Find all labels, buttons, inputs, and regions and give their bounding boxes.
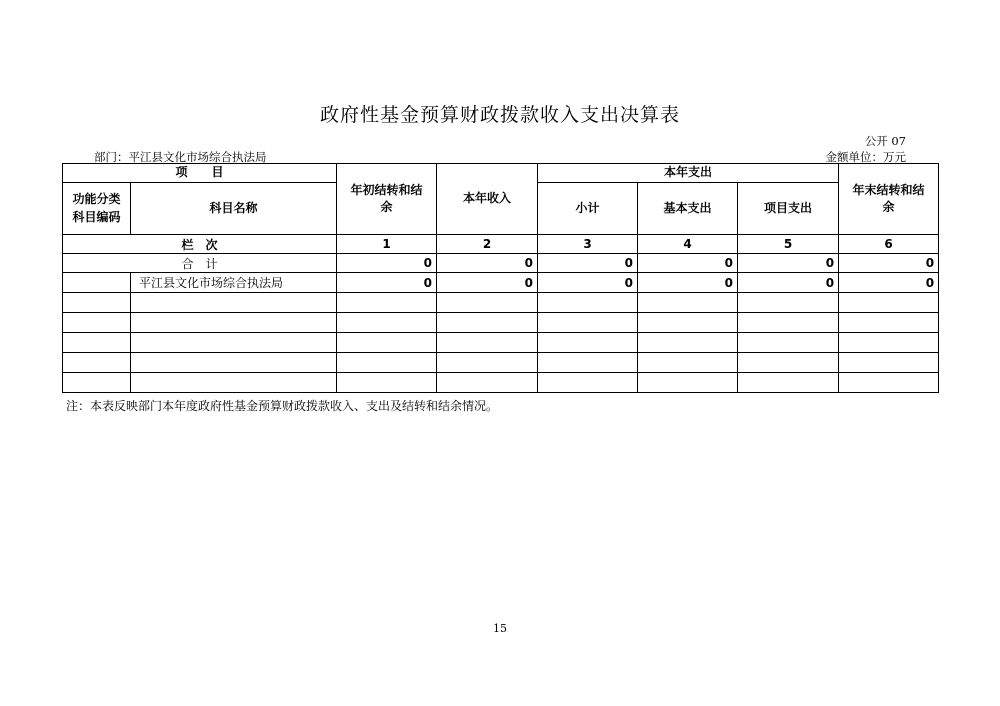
header-func-code: 功能分类科目编码 <box>63 183 131 235</box>
total-value: 0 <box>437 254 538 273</box>
value-cell: 0 <box>738 273 839 293</box>
function-code-cell <box>63 273 131 293</box>
column-number: 2 <box>437 235 538 254</box>
total-value: 0 <box>638 254 738 273</box>
empty-row <box>63 353 939 373</box>
total-row <box>63 254 939 273</box>
value-cell: 0 <box>638 273 738 293</box>
empty-row <box>63 293 939 313</box>
subject-name-cell: 平江县文化市场综合执法局 <box>131 273 337 293</box>
column-number: 1 <box>337 235 437 254</box>
header-end-balance: 年末结转和结余 <box>839 164 939 235</box>
column-number-label: 栏 次 <box>63 235 337 254</box>
column-number: 6 <box>839 235 939 254</box>
budget-table <box>62 163 939 393</box>
header-income: 本年收入 <box>437 164 538 235</box>
table-code: 公开 07 <box>864 134 906 148</box>
page-title: 政府性基金预算财政拨款收入支出决算表 <box>319 104 680 126</box>
total-value: 0 <box>839 254 939 273</box>
total-label: 合 计 <box>63 254 337 273</box>
total-value: 0 <box>337 254 437 273</box>
header-project-expenditure: 项目支出 <box>738 183 839 235</box>
header-subject-name: 科目名称 <box>131 183 337 235</box>
value-cell: 0 <box>839 273 939 293</box>
column-number: 5 <box>738 235 839 254</box>
empty-row <box>63 333 939 353</box>
table-row <box>63 273 939 293</box>
column-number: 4 <box>638 235 738 254</box>
empty-row <box>63 373 939 393</box>
column-number-row <box>63 235 939 254</box>
total-value: 0 <box>738 254 839 273</box>
department-label: 部门：平江县文化市场综合执法局 <box>94 150 267 164</box>
table-note: 注：本表反映部门本年度政府性基金预算财政拨款收入、支出及结转和结余情况。 <box>66 399 499 413</box>
amount-unit-label: 金额单位：万元 <box>825 150 906 164</box>
header-begin-balance: 年初结转和结余 <box>337 164 437 235</box>
empty-row <box>63 313 939 333</box>
value-cell: 0 <box>538 273 638 293</box>
header-expenditure: 本年支出 <box>538 164 839 183</box>
header-item: 项 目 <box>63 164 337 183</box>
header-basic-expenditure: 基本支出 <box>638 183 738 235</box>
page-number: 15 <box>493 622 507 635</box>
total-value: 0 <box>538 254 638 273</box>
value-cell: 0 <box>337 273 437 293</box>
header-subtotal: 小计 <box>538 183 638 235</box>
value-cell: 0 <box>437 273 538 293</box>
column-number: 3 <box>538 235 638 254</box>
